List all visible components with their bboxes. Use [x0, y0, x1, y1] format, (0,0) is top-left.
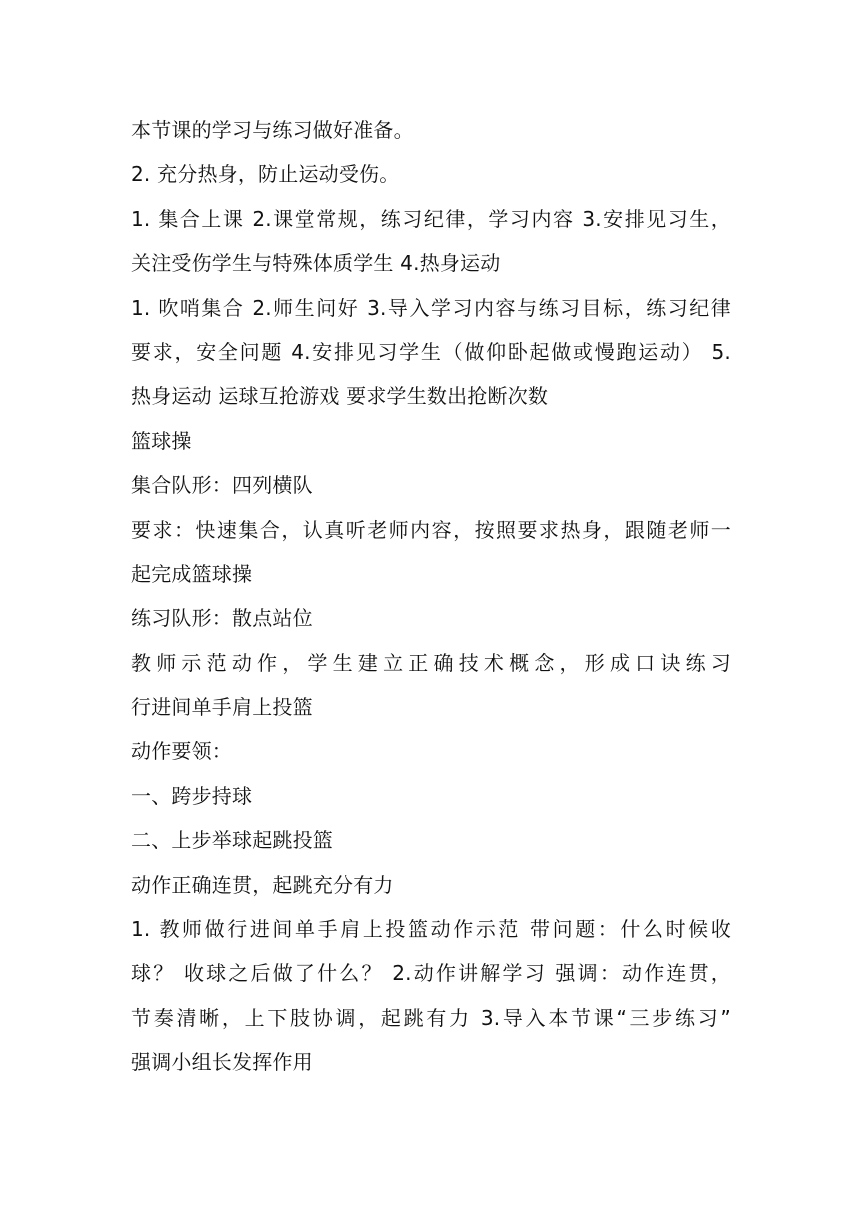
text-line: 热身运动 运球互抢游戏 要求学生数出抢断次数 [131, 384, 549, 409]
text-line: 要求，安全问题 4.安排见习学生（做仰卧起做或慢跑运动） 5. [131, 339, 731, 364]
text-line: 篮球操 [131, 428, 192, 453]
text-line: 动作正确连贯，起跳充分有力 [131, 872, 394, 897]
text-line: 2. 充分热身，防止运动受伤。 [131, 162, 400, 187]
text-line: 1. 教师做行进间单手肩上投篮动作示范 带问题：什么时候收 [131, 917, 731, 942]
text-line: 强调小组长发挥作用 [131, 1050, 313, 1075]
text-line: 1. 集合上课 2.课堂常规，练习纪律，学习内容 3.安排见习生， [131, 206, 731, 231]
text-line: 节奏清晰，上下肢协调，起跳有力 3.导入本节课“三步练习” [131, 1005, 731, 1030]
document-body [131, 108, 731, 1085]
text-line: 教师示范动作，学生建立正确技术概念，形成口诀练习 [131, 650, 731, 675]
text-line: 练习队形：散点站位 [131, 606, 313, 631]
text-line: 关注受伤学生与特殊体质学生 4.热身运动 [131, 251, 501, 276]
text-line: 本节课的学习与练习做好准备。 [131, 118, 414, 142]
text-line: 二、上步举球起跳投篮 [131, 828, 333, 853]
text-line: 1. 吹哨集合 2.师生问好 3.导入学习内容与练习目标，练习纪律 [131, 295, 731, 320]
text-line: 要求：快速集合，认真听老师内容，按照要求热身，跟随老师一 [131, 517, 731, 542]
text-line: 动作要领： [131, 739, 232, 764]
text-line: 集合队形：四列横队 [131, 473, 313, 498]
text-line: 一、跨步持球 [131, 783, 253, 808]
text-line: 行进间单手肩上投篮 [131, 695, 313, 720]
text-line: 球？ 收球之后做了什么？ 2.动作讲解学习 强调：动作连贯， [131, 961, 731, 986]
text-line: 起完成篮球操 [131, 561, 253, 586]
